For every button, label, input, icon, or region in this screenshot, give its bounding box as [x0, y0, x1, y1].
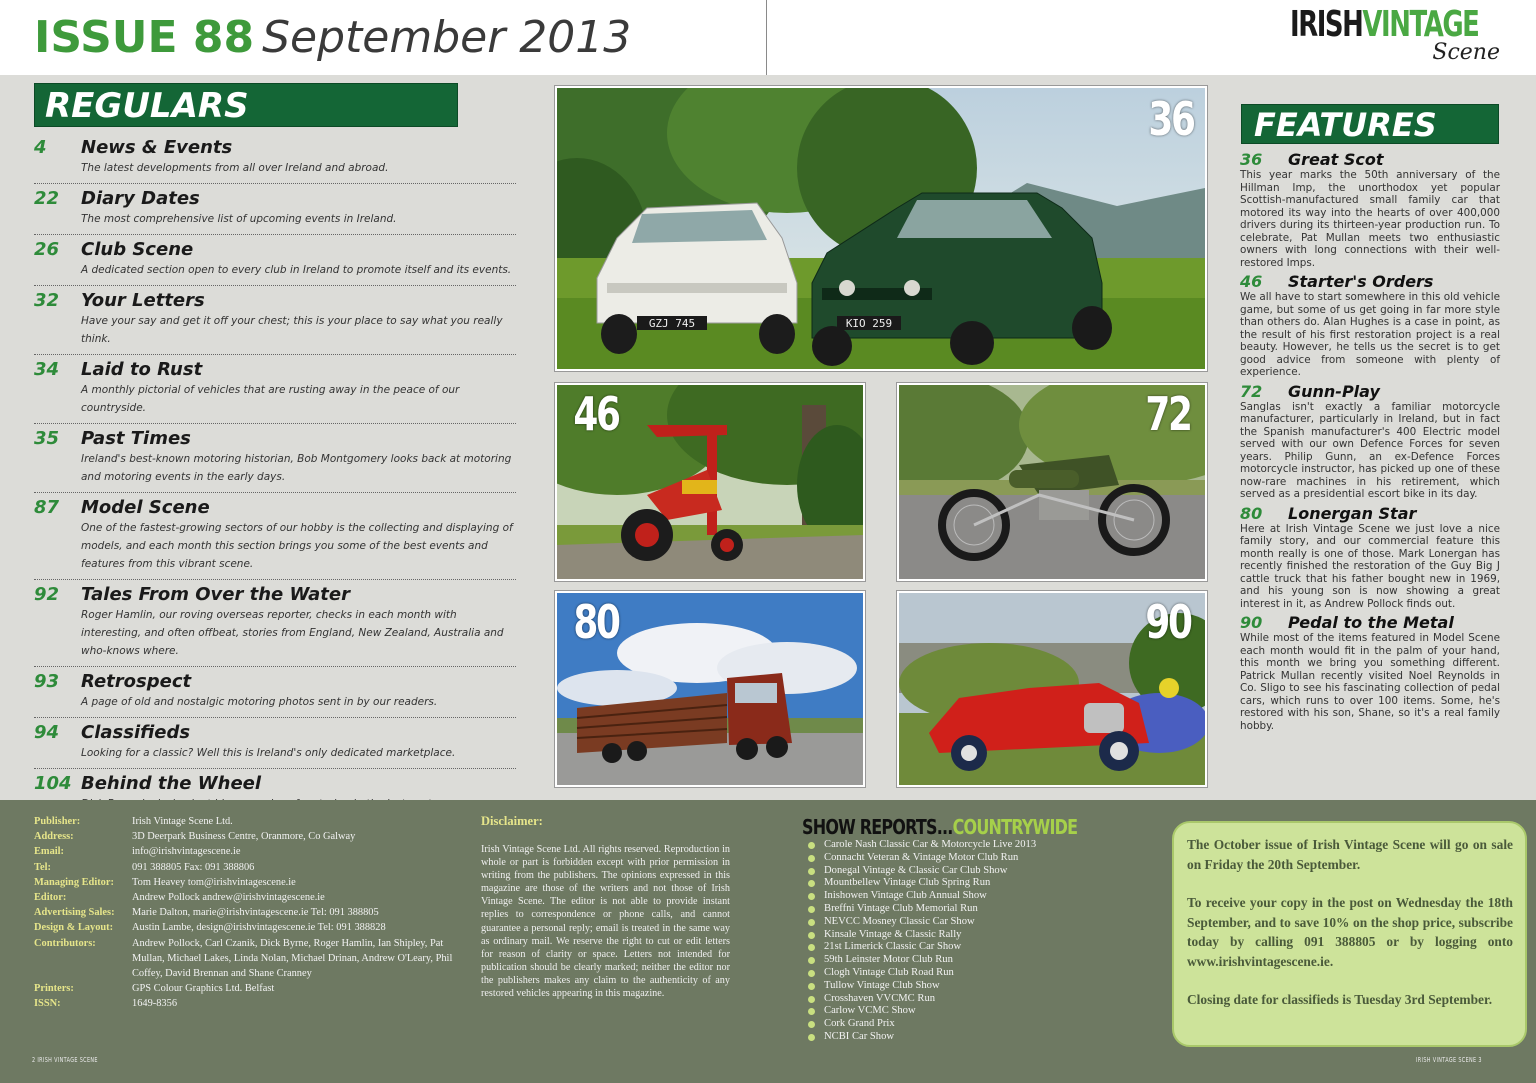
credits-block: [34, 814, 474, 1012]
regular-item[interactable]: [34, 667, 516, 718]
regular-page: 22: [34, 188, 60, 209]
photo-page-number: 36: [1148, 92, 1194, 146]
regular-title: Behind the Wheel: [81, 773, 262, 794]
feature-title: Starter's Orders: [1288, 272, 1434, 291]
photo-page-number: 80: [573, 595, 619, 649]
feature-desc: Here at Irish Vintage Scene we just love a nice family story, and our commercial feature this month really is one of those. Mark Lonergan has recently finished the restoration of the Guy Big J cattle truck that his father bought new in 1969, and his young son is now showing a great interest in it, as Andrew Pollock finds out.: [1240, 522, 1500, 610]
feature-item[interactable]: [1240, 383, 1500, 501]
regular-title: News & Events: [81, 137, 233, 158]
regular-desc: The latest developments from all over Ireland and abroad.: [81, 162, 389, 174]
logo-irish: IRISH: [1290, 4, 1363, 45]
regular-page: 104: [34, 773, 72, 794]
credit-row: [34, 814, 474, 829]
regular-item[interactable]: [34, 286, 516, 355]
credit-label: Address:: [34, 831, 74, 843]
logo-scene: Scene: [1432, 40, 1500, 65]
credit-row: [34, 981, 474, 996]
regular-page: 4: [34, 137, 47, 158]
disclaimer-text: Irish Vintage Scene Ltd. All rights reserved. Reproduction in whole or part is forbidden except with prior permission in writing from the publishers. The opinions expressed in this magazine are those of the writers and not those of Irish Vintage Scene. The editor is not able to provide instant replies to correspondence or phone calls, and cannot guarantee a personal reply; email is treated in the same way as ordinary mail. We reserve the right to cut or edit letters for reason of clarity or space. Letters not intended for publication should be clearly marked; neither the editor nor the publishers makes any claim to the authenticity of any restored vehicles appearing in this magazine.: [481, 844, 730, 1000]
credit-row: [34, 890, 474, 905]
feature-page: 46: [1240, 272, 1263, 291]
regular-title: Laid to Rust: [81, 359, 203, 380]
credit-label: Advertising Sales:: [34, 907, 115, 919]
credit-value: Tom Heavey tom@irishvintagescene.ie: [132, 876, 296, 888]
show-report-item[interactable]: Crosshaven VVCMC Run: [802, 993, 1102, 1006]
regular-desc: The most comprehensive list of upcoming events in Ireland.: [81, 213, 397, 225]
credit-value: Austin Lambe, design@irishvintagescene.ie Tel: 091 388828: [132, 922, 386, 934]
feature-desc: We all have to start somewhere in this old vehicle game, but some of us get going in far more style than others do. Alan Hughes is a case in point, as the result of his first restoration project is a real beauty. However, he tells us the secret is to get good advice from someone with plenty of experience.: [1240, 291, 1500, 378]
regular-desc: One of the fastest-growing sectors of our hobby is the collecting and displaying of models, and each month this section brings you some of the best events and features from this vibrant scene.: [81, 522, 513, 570]
feature-page: 36: [1240, 150, 1263, 169]
regular-item[interactable]: [34, 493, 516, 580]
regular-title: Tales From Over the Water: [81, 584, 350, 605]
regular-desc: A page of old and nostalgic motoring photos sent in by our readers.: [81, 696, 438, 708]
photo-page-number: 72: [1145, 387, 1191, 441]
regular-item[interactable]: [34, 235, 516, 286]
regular-desc: Have your say and get it off your chest; this is your place to say what you really think.: [81, 315, 503, 345]
show-report-item[interactable]: Connacht Veteran & Vintage Motor Club Run: [802, 852, 1102, 865]
page-header: [0, 0, 1536, 75]
regular-desc: A dedicated section open to every club in Ireland to promote itself and its events.: [81, 264, 512, 276]
regular-title: Your Letters: [81, 290, 205, 311]
credit-value: 3D Deerpark Business Centre, Oranmore, Co Galway: [132, 831, 356, 843]
regular-page: 32: [34, 290, 60, 311]
credit-row: [34, 844, 474, 859]
credit-row: [34, 936, 474, 982]
regulars-list: [34, 133, 516, 819]
credit-label: Contributors:: [34, 937, 96, 949]
feature-page: 72: [1240, 381, 1263, 401]
feature-item[interactable]: [1240, 505, 1500, 611]
credit-label: ISSN:: [34, 998, 61, 1010]
regular-page: 94: [34, 722, 60, 743]
regular-item[interactable]: [34, 718, 516, 769]
regular-page: 93: [34, 671, 60, 692]
show-report-item[interactable]: Mountbellew Vintage Club Spring Run: [802, 877, 1102, 890]
disclaimer-block: [481, 814, 730, 1000]
plate-kio: KIO 259: [845, 317, 893, 330]
credit-row: [34, 996, 474, 1011]
feature-title: Great Scot: [1288, 150, 1384, 169]
regular-desc: Roger Hamlin, our roving overseas reporter, checks in each month with interesting, and often offbeat, stories from England, New Zealand, Australia and who-knows where.: [81, 609, 504, 657]
contents-area: [0, 75, 1536, 800]
regular-page: 34: [34, 359, 60, 380]
issue-date: September 2013: [262, 12, 632, 63]
regular-page: 35: [34, 428, 60, 449]
folio-right: IRISH VINTAGE SCENE 3: [1416, 1056, 1482, 1064]
regular-desc: Ireland's best-known motoring historian, Bob Montgomery looks back at motoring and motoring events in the early days.: [81, 453, 512, 483]
feature-desc: This year marks the 50th anniversary of the Hillman Imp, the unorthodox yet popular Scottish-manufactured small family car that motored its way into the hearts of over 400,000 drivers during its thirteen-year production run. To celebrate, Pat Mullan meets two enthusiastic owners with long connections with their well-restored Imps.: [1240, 169, 1500, 269]
credit-row: [34, 905, 474, 920]
credit-value: 1649-8356: [132, 998, 178, 1010]
feature-item[interactable]: [1240, 273, 1500, 379]
show-report-item[interactable]: Breffni Vintage Club Memorial Run: [802, 903, 1102, 916]
regular-title: Club Scene: [81, 239, 194, 260]
show-reports-title-a: SHOW REPORTS...: [802, 815, 953, 839]
show-reports-title-b: COUNTRYWIDE: [952, 815, 1078, 839]
regular-title: Past Times: [81, 428, 191, 449]
show-report-item[interactable]: Tullow Vintage Club Show: [802, 980, 1102, 993]
show-report-item[interactable]: Cork Grand Prix: [802, 1018, 1102, 1031]
regular-desc: A monthly pictorial of vehicles that are rusting away in the peace of our countryside.: [81, 384, 460, 414]
promo-classifieds-deadline: Closing date for classifieds is Tuesday 3rd September.: [1187, 992, 1493, 1007]
regular-item[interactable]: [34, 133, 516, 184]
feature-title: Pedal to the Metal: [1288, 613, 1454, 632]
credit-label: Design & Layout:: [34, 922, 114, 934]
credit-value: Andrew Pollock, Carl Czanik, Dick Byrne, Roger Hamlin, Ian Shipley, Pat Mullan, Michael Lakes, Linda Nolan, Michael Drinan, Andrew O'Leary, Phil Coffey, David Brennan and Shane Cranney: [132, 937, 453, 980]
footer-panel: [0, 800, 1536, 1083]
show-report-item[interactable]: Carlow VCMC Show: [802, 1005, 1102, 1018]
credit-value: Marie Dalton, marie@irishvintagescene.ie Tel: 091 388805: [132, 907, 379, 919]
regular-title: Retrospect: [81, 671, 192, 692]
show-report-item[interactable]: Kinsale Vintage & Classic Rally: [802, 929, 1102, 942]
photo-hillman-imps[interactable]: [555, 86, 1207, 371]
feature-desc: Sanglas isn't exactly a familiar motorcycle manufacturer, particularly in Ireland, but in fact the Spanish manufacturer's 400 Electric model served with our own Defence Forces for seven years. Philip Gunn, an ex-Defence Forces motorcycle instructor, has picked up one of these now-rare machines in his retirement, which served as a presidential escort bike in its day.: [1240, 400, 1500, 500]
folio-left: 2 IRISH VINTAGE SCENE: [32, 1056, 98, 1064]
regular-item[interactable]: [34, 424, 516, 493]
show-reports-list: [802, 839, 1102, 1044]
next-issue-promo: [1172, 821, 1527, 1047]
promo-sale-date: The October issue of Irish Vintage Scene will go on sale on Friday the 20th September.: [1187, 837, 1513, 872]
issue-number: ISSUE 88: [34, 12, 255, 63]
photo-red-tractor[interactable]: [555, 383, 865, 581]
regular-desc: Looking for a classic? Well this is Ireland's only dedicated marketplace.: [81, 747, 456, 759]
credit-value: GPS Colour Graphics Ltd. Belfast: [132, 983, 275, 995]
credit-value: Irish Vintage Scene Ltd.: [132, 816, 233, 827]
credit-row: [34, 860, 474, 875]
show-report-item[interactable]: Inishowen Vintage Club Annual Show: [802, 890, 1102, 903]
credit-label: Managing Editor:: [34, 876, 114, 888]
show-report-item[interactable]: 59th Leinster Motor Club Run: [802, 954, 1102, 967]
credit-row: [34, 829, 474, 844]
credit-label: Printers:: [34, 983, 74, 995]
feature-title: Lonergan Star: [1288, 503, 1417, 523]
regular-page: 26: [34, 239, 60, 260]
promo-subscribe[interactable]: To receive your copy in the post on Wednesday the 18th September, and to save 10% on the shop price, subscribe today by calling 091 388805 or by logging onto www.irishvintagescene.ie.: [1187, 895, 1513, 969]
credit-value: Andrew Pollock andrew@irishvintagescene.ie: [132, 892, 325, 904]
credit-email-link[interactable]: info@irishvintagescene.ie: [132, 846, 241, 858]
feature-item[interactable]: [1240, 614, 1500, 732]
photo-pedal-car[interactable]: [897, 591, 1207, 787]
feature-page: 80: [1240, 503, 1263, 523]
photo-motorcycle[interactable]: [897, 383, 1207, 581]
show-report-item[interactable]: 21st Limerick Classic Car Show: [802, 941, 1102, 954]
show-report-item[interactable]: Donegal Vintage & Classic Car Club Show: [802, 865, 1102, 878]
show-report-item[interactable]: Clogh Vintage Club Road Run: [802, 967, 1102, 980]
feature-item[interactable]: [1240, 151, 1500, 269]
regular-item[interactable]: [34, 580, 516, 667]
plate-gzj: GZJ 745: [648, 317, 696, 330]
issue-title: [34, 10, 631, 66]
regular-title: Model Scene: [81, 497, 210, 518]
show-report-item[interactable]: NCBI Car Show: [802, 1031, 1102, 1044]
credit-label: Tel:: [34, 861, 51, 873]
feature-page: 90: [1240, 613, 1263, 632]
feature-title: Gunn-Play: [1288, 381, 1380, 401]
regular-item[interactable]: [34, 184, 516, 235]
features-list: [1240, 151, 1500, 736]
regular-title: Diary Dates: [81, 188, 200, 209]
credit-label: Publisher:: [34, 816, 81, 827]
magazine-logo: [1290, 4, 1502, 72]
show-reports-title: [802, 815, 1078, 839]
show-report-item[interactable]: Carole Nash Classic Car & Motorcycle Live 2013: [802, 839, 1102, 852]
credit-row: [34, 920, 474, 935]
credit-label: Editor:: [34, 892, 67, 904]
regular-title: Classifieds: [81, 722, 191, 743]
photo-page-number: 46: [573, 387, 619, 441]
show-reports-block: [802, 815, 1102, 1044]
credit-row: [34, 875, 474, 890]
features-heading: FEATURES: [1241, 104, 1499, 144]
disclaimer-title: Disclaimer:: [481, 814, 543, 828]
feature-desc: While most of the items featured in Model Scene each month would fit in the palm of your hand, this month we bring you something different. Patrick Mullan recently visited Noel Reynolds in Co. Sligo to see his fascinating collection of pedal cars, which runs to over 100 items. Some, he's restored with his son, Shane, so it's a real family hobby.: [1240, 632, 1500, 732]
credit-value: 091 388805 Fax: 091 388806: [132, 861, 255, 873]
credit-label: Email:: [34, 846, 65, 858]
show-report-item[interactable]: NEVCC Mosney Classic Car Show: [802, 916, 1102, 929]
regular-page: 92: [34, 584, 60, 605]
regular-item[interactable]: [34, 355, 516, 424]
regular-page: 87: [34, 497, 60, 518]
logo-vintage: VINTAGE: [1362, 4, 1479, 45]
regulars-heading: REGULARS: [34, 83, 458, 127]
photo-cattle-truck[interactable]: [555, 591, 865, 787]
photo-page-number: 90: [1145, 595, 1191, 649]
